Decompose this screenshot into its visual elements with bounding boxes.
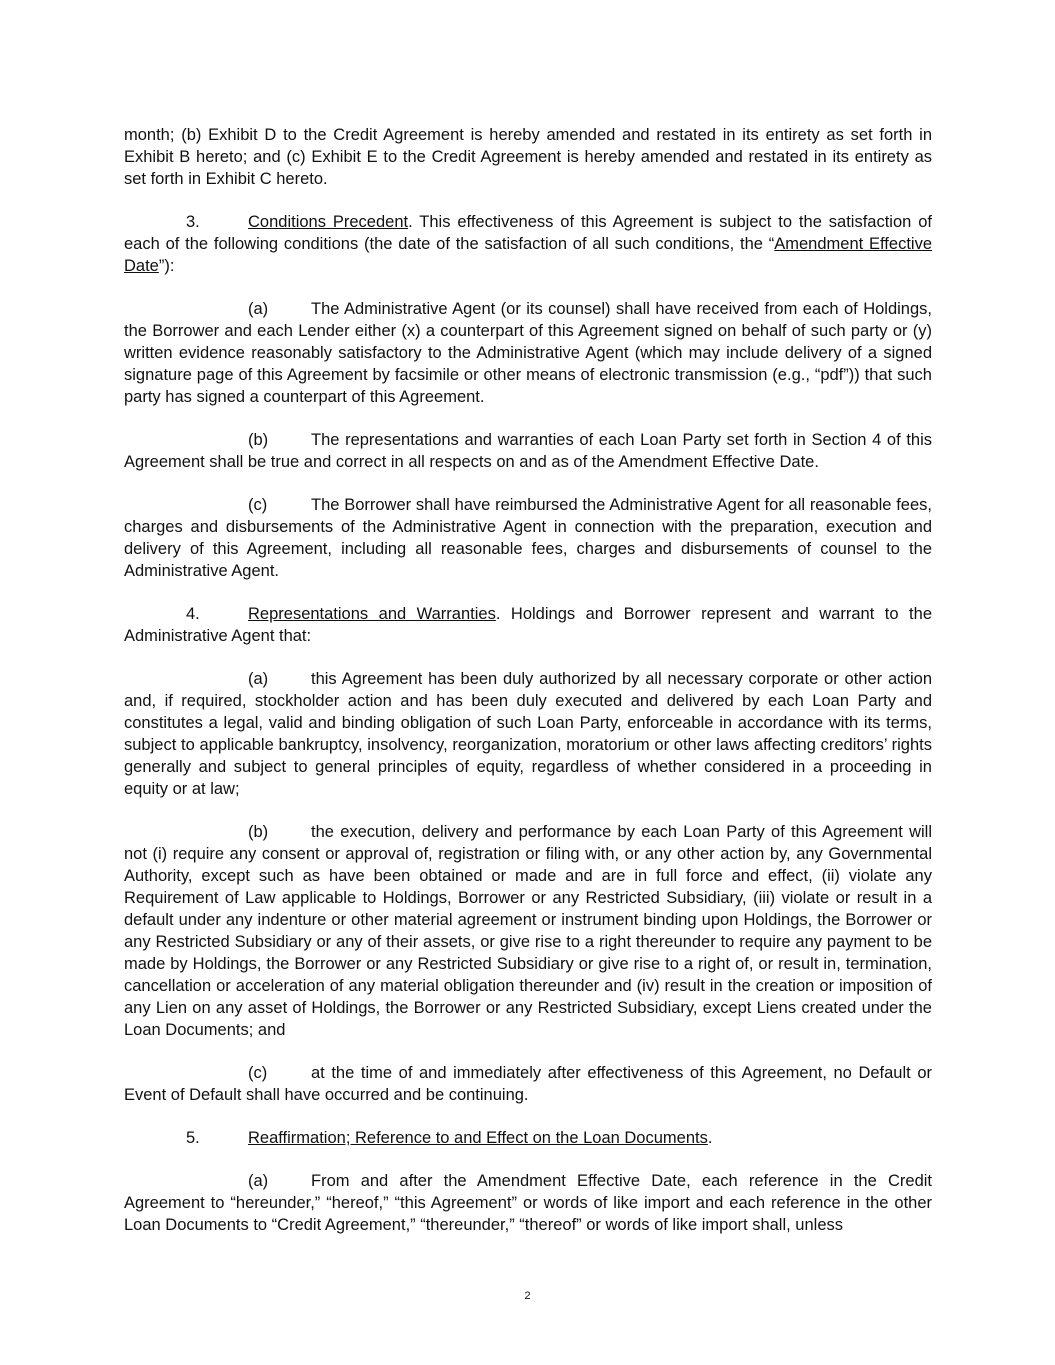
section-5-number: 5. [186, 1129, 200, 1147]
section-4c-label: (c) [248, 1064, 268, 1082]
section-3c-paragraph [124, 494, 932, 582]
section-3b-text: The representations and warranties of each Loan Party set forth in Section 4 of this Agreement shall be true and correct in all respects on and as of the Amendment Effective Date. [124, 431, 932, 471]
section-4c-paragraph [124, 1062, 932, 1106]
section-5-title-end: . [707, 1129, 713, 1147]
section-4-paragraph [124, 603, 932, 647]
section-4a-paragraph [124, 668, 932, 800]
section-3-number: 3. [186, 213, 200, 231]
section-4-text: . Holdings and Borrower represent and warrant to the Administrative Agent that: [124, 605, 932, 645]
section-5-title: Reaffirmation; Reference to and Effect on the Loan Documents [248, 1129, 708, 1147]
page-number: 2 [524, 1290, 531, 1302]
section-5a-paragraph [124, 1170, 932, 1236]
section-3b-paragraph [124, 429, 932, 473]
section-3-text-end: ”): [158, 257, 175, 275]
section-4-number: 4. [186, 605, 200, 623]
section-4b-label: (b) [248, 823, 269, 841]
section-3a-paragraph [124, 298, 932, 408]
section-4-title: Representations and Warranties [248, 605, 496, 623]
section-3c-text: The Borrower shall have reimbursed the Administrative Agent for all reasonable fees, charges and disbursements of the Administrative Agent in connection with the preparation, execution and delivery of this Agreement, including all reasonable fees, charges and disbursements of counsel to the Administrative Agent. [124, 496, 932, 580]
section-3-title: Conditions Precedent [248, 213, 409, 231]
section-4b-paragraph [124, 821, 932, 1041]
section-4c-text: at the time of and immediately after effectiveness of this Agreement, no Default or Event of Default shall have occurred and be continuing. [124, 1064, 932, 1104]
section-4a-text: this Agreement has been duly authorized by all necessary corporate or other action and, if required, stockholder action and has been duly executed and delivered by each Loan Party and constitutes a legal, valid and binding obligation of such Loan Party, enforceable in accordance with its terms, subject to applicable bankruptcy, insolvency, reorganization, moratorium or other laws affecting creditors’ rights generally and subject to general principles of equity, regardless of whether considered in a proceeding in equity or at law; [124, 670, 932, 798]
intro-paragraph: month; (b) Exhibit D to the Credit Agreement is hereby amended and restated in its entirety as set forth in Exhibit B hereto; and (c) Exhibit E to the Credit Agreement is hereby amended and restated in its entirety as set forth in Exhibit C hereto. [124, 126, 932, 188]
section-4b-text: the execution, delivery and performance by each Loan Party of this Agreement will not (i) require any consent or approval of, registration or filing with, or any other action by, any Governmental Authority, except such as have been obtained or made and are in full force and effect, (ii) violate any Requirement of Law applicable to Holdings, Borrower or any Restricted Subsidiary, (iii) violate or result in a default under any indenture or other material agreement or instrument binding upon Holdings, the Borrower or any Restricted Subsidiary or any of their assets, or give rise to a right thereunder to require any payment to be made by Holdings, the Borrower or any Restricted Subsidiary or give rise to a right of, or result in, termination, cancellation or acceleration of any material obligation thereunder and (iv) result in the creation or imposition of any Lien on any asset of Holdings, the Borrower or any Restricted Subsidiary, except Liens created under the Loan Documents; and [124, 823, 932, 1039]
section-3-paragraph [124, 211, 932, 277]
section-3b-label: (b) [248, 431, 269, 449]
defined-term-amendment-effective-date: Amendment Effective Date [124, 235, 932, 275]
section-3-text: . This effectiveness of this Agreement is subject to the satisfaction of each of the following conditions (the date of the satisfaction of all such conditions, the “ [124, 213, 932, 253]
section-3a-text: The Administrative Agent (or its counsel) shall have received from each of Holdings, the Borrower and each Lender either (x) a counterpart of this Agreement signed on behalf of such party or (y) written evidence reasonably satisfactory to the Administrative Agent (which may include delivery of a signed signature page of this Agreement by facsimile or other means of electronic transmission (e.g., “pdf”)) that such party has signed a counterpart of this Agreement. [124, 300, 932, 406]
document-body [124, 124, 932, 1257]
section-3a-label: (a) [248, 300, 269, 318]
section-4a-label: (a) [248, 670, 269, 688]
section-3c-label: (c) [248, 496, 268, 514]
section-5a-label: (a) [248, 1172, 269, 1190]
section-5a-text: From and after the Amendment Effective Date, each reference in the Credit Agreement to “hereunder,” “hereof,” “this Agreement” or words of like import and each reference in the other Loan Documents to “Credit Agreement,” “thereunder,” “thereof” or words of like import shall, unless [124, 1172, 932, 1234]
section-5-paragraph [124, 1127, 932, 1149]
